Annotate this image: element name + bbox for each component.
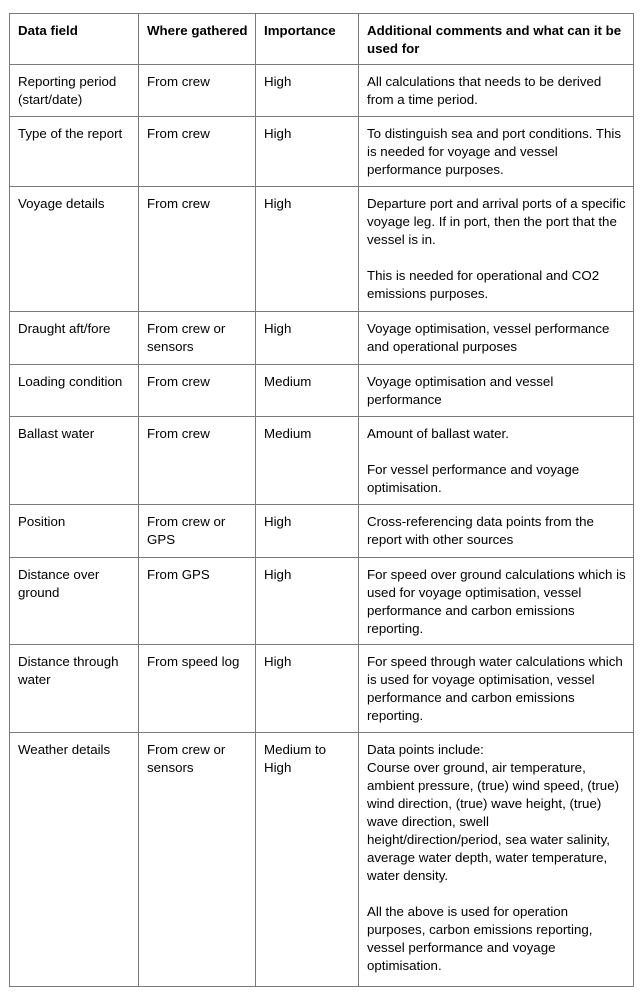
header-comments: Additional comments and what can it be used for — [359, 14, 634, 65]
cell-comments — [359, 645, 634, 733]
cell-comments — [359, 365, 634, 417]
cell-where-gathered: From crew or GPS — [139, 505, 256, 558]
table-row — [10, 65, 634, 117]
table-row — [10, 117, 634, 187]
cell-importance: High — [256, 312, 359, 365]
comment-paragraph: Amount of ballast water. — [367, 426, 509, 441]
cell-where-gathered: From crew — [139, 65, 256, 117]
header-data-field: Data field — [10, 14, 139, 65]
cell-data-field: Weather details — [10, 733, 139, 987]
cell-where-gathered: From speed log — [139, 645, 256, 733]
cell-where-gathered: From crew — [139, 117, 256, 187]
cell-importance: High — [256, 645, 359, 733]
comment-paragraph: For speed over ground calculations which is used for voyage optimisation, vessel performance and carbon emissions reporting. — [367, 567, 626, 636]
cell-importance: Medium — [256, 417, 359, 505]
cell-data-field: Distance over ground — [10, 558, 139, 645]
data-fields-table — [9, 13, 634, 987]
comment-paragraph: Voyage optimisation, vessel performance and operational purposes — [367, 321, 610, 354]
cell-data-field: Type of the report — [10, 117, 139, 187]
cell-where-gathered: From crew — [139, 365, 256, 417]
comment-paragraph: To distinguish sea and port conditions. This is needed for voyage and vessel performance purposes. — [367, 126, 622, 177]
cell-data-field: Voyage details — [10, 187, 139, 312]
cell-importance: High — [256, 117, 359, 187]
cell-importance: High — [256, 187, 359, 312]
cell-comments — [359, 558, 634, 645]
comment-paragraph: Departure port and arrival ports of a specific voyage leg. If in port, then the port that the vessel is in. — [367, 196, 626, 247]
cell-comments — [359, 733, 634, 987]
cell-importance: Medium to High — [256, 733, 359, 987]
comment-paragraph: All the above is used for operation purposes, carbon emissions reporting, vessel performance and voyage optimisation. — [367, 904, 593, 973]
cell-comments — [359, 117, 634, 187]
table-row — [10, 417, 634, 505]
cell-data-field: Reporting period (start/date) — [10, 65, 139, 117]
table-row — [10, 312, 634, 365]
comment-paragraph: Cross-referencing data points from the report with other sources — [367, 514, 594, 547]
cell-data-field: Ballast water — [10, 417, 139, 505]
cell-where-gathered: From crew or sensors — [139, 733, 256, 987]
cell-comments — [359, 312, 634, 365]
comment-paragraph: This is needed for operational and CO2 emissions purposes. — [367, 268, 600, 301]
cell-data-field: Position — [10, 505, 139, 558]
cell-comments — [359, 187, 634, 312]
header-where-gathered: Where gathered — [139, 14, 256, 65]
comment-paragraph: Data points include: Course over ground, air temperature, ambient pressure, (true) wind speed, (true) wind direction, (true) wave height, (true) wave direction, swell height/direction/period, sea water salinity, average water depth, water temperature, water density. — [367, 742, 620, 883]
cell-where-gathered: From crew or sensors — [139, 312, 256, 365]
cell-importance: High — [256, 65, 359, 117]
table-row — [10, 505, 634, 558]
cell-data-field: Loading condition — [10, 365, 139, 417]
cell-importance: Medium — [256, 365, 359, 417]
table-header-row — [10, 14, 634, 65]
comment-paragraph: Voyage optimisation and vessel performance — [367, 374, 554, 407]
cell-where-gathered: From crew — [139, 187, 256, 312]
cell-importance: High — [256, 505, 359, 558]
header-importance: Importance — [256, 14, 359, 65]
table-row — [10, 187, 634, 312]
cell-comments — [359, 505, 634, 558]
comment-paragraph: All calculations that needs to be derived from a time period. — [367, 74, 602, 107]
cell-where-gathered: From crew — [139, 417, 256, 505]
table-row — [10, 558, 634, 645]
cell-comments — [359, 417, 634, 505]
comment-paragraph: For vessel performance and voyage optimisation. — [367, 462, 580, 495]
cell-importance: High — [256, 558, 359, 645]
cell-data-field: Distance through water — [10, 645, 139, 733]
comment-paragraph: For speed through water calculations which is used for voyage optimisation, vessel performance and carbon emissions reporting. — [367, 654, 623, 723]
table-row — [10, 645, 634, 733]
table-row — [10, 733, 634, 987]
cell-data-field: Draught aft/fore — [10, 312, 139, 365]
cell-comments — [359, 65, 634, 117]
cell-where-gathered: From GPS — [139, 558, 256, 645]
table-row — [10, 365, 634, 417]
